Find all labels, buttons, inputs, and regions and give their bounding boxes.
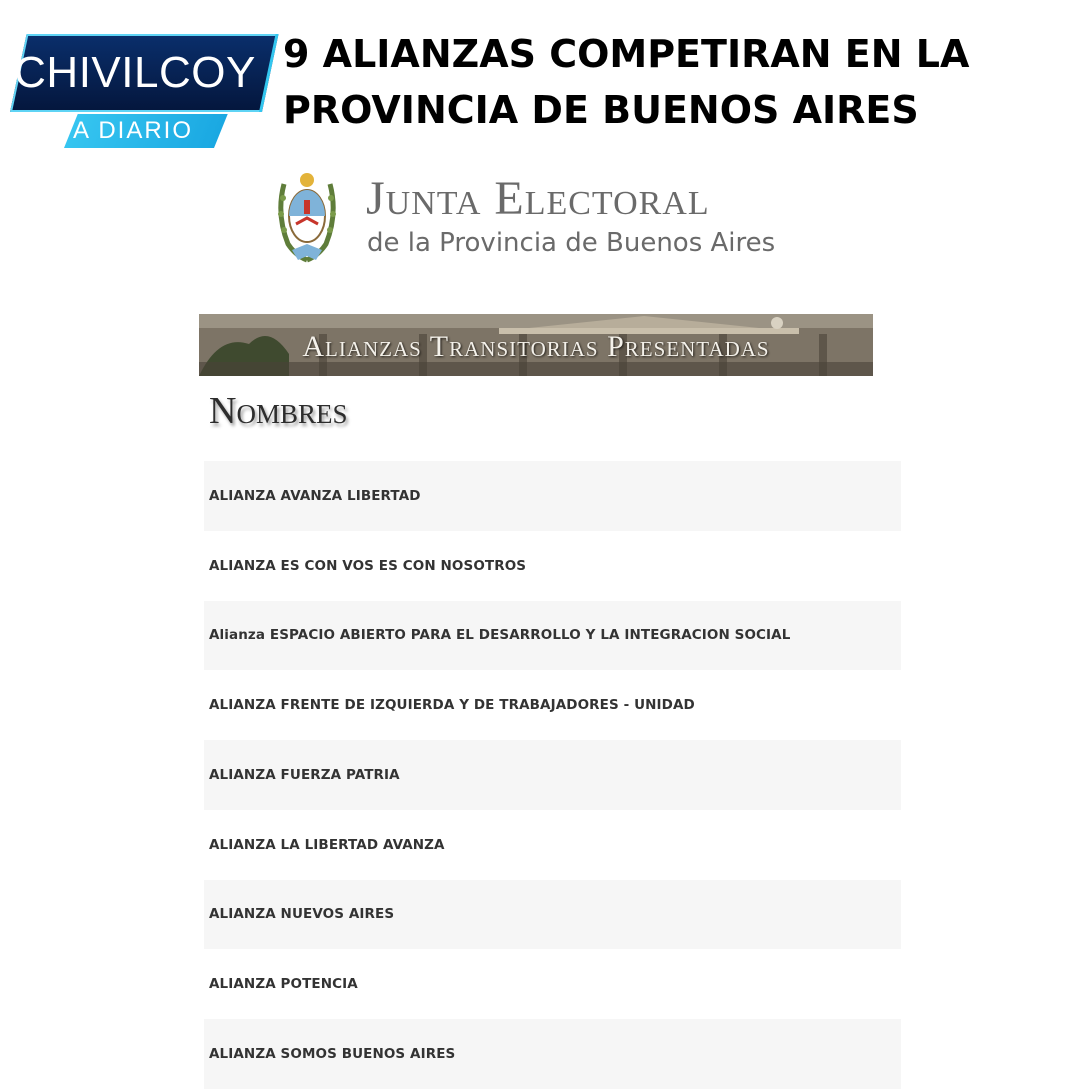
list-item: ALIANZA LA LIBERTAD AVANZA xyxy=(204,810,901,880)
nombres-heading: Nombres xyxy=(209,390,348,432)
list-item: ALIANZA FRENTE DE IZQUIERDA Y DE TRABAJADORES - UNIDAD xyxy=(204,670,901,740)
list-item: ALIANZA NUEVOS AIRES xyxy=(204,880,901,950)
list-item: ALIANZA AVANZA LIBERTAD xyxy=(204,461,901,531)
headline xyxy=(283,26,1063,138)
logo-subtitle: A DIARIO xyxy=(72,117,194,144)
junta-electoral-title: Junta Electoral xyxy=(366,172,710,225)
headline-line-2: PROVINCIA DE BUENOS AIRES xyxy=(283,88,919,132)
headline-line-1: 9 ALIANZAS COMPETIRAN EN LA xyxy=(283,32,970,76)
list-item: ALIANZA FUERZA PATRIA xyxy=(204,740,901,810)
list-item: Alianza ESPACIO ABIERTO PARA EL DESARROLLO Y LA INTEGRACION SOCIAL xyxy=(204,601,901,671)
alianzas-banner xyxy=(199,314,873,376)
list-item: ALIANZA ES CON VOS ES CON NOSOTROS xyxy=(204,531,901,601)
alliances-list xyxy=(204,461,901,1089)
banner-title: Alianzas Transitorias Presentadas xyxy=(302,330,770,363)
province-seal-icon xyxy=(274,164,340,268)
chivilcoy-a-diario-logo xyxy=(0,34,262,150)
logo-name: CHIVILCOY xyxy=(14,48,256,97)
list-item: ALIANZA POTENCIA xyxy=(204,949,901,1019)
list-item: ALIANZA SOMOS BUENOS AIRES xyxy=(204,1019,901,1089)
junta-electoral-subtitle: de la Provincia de Buenos Aires xyxy=(367,228,776,258)
